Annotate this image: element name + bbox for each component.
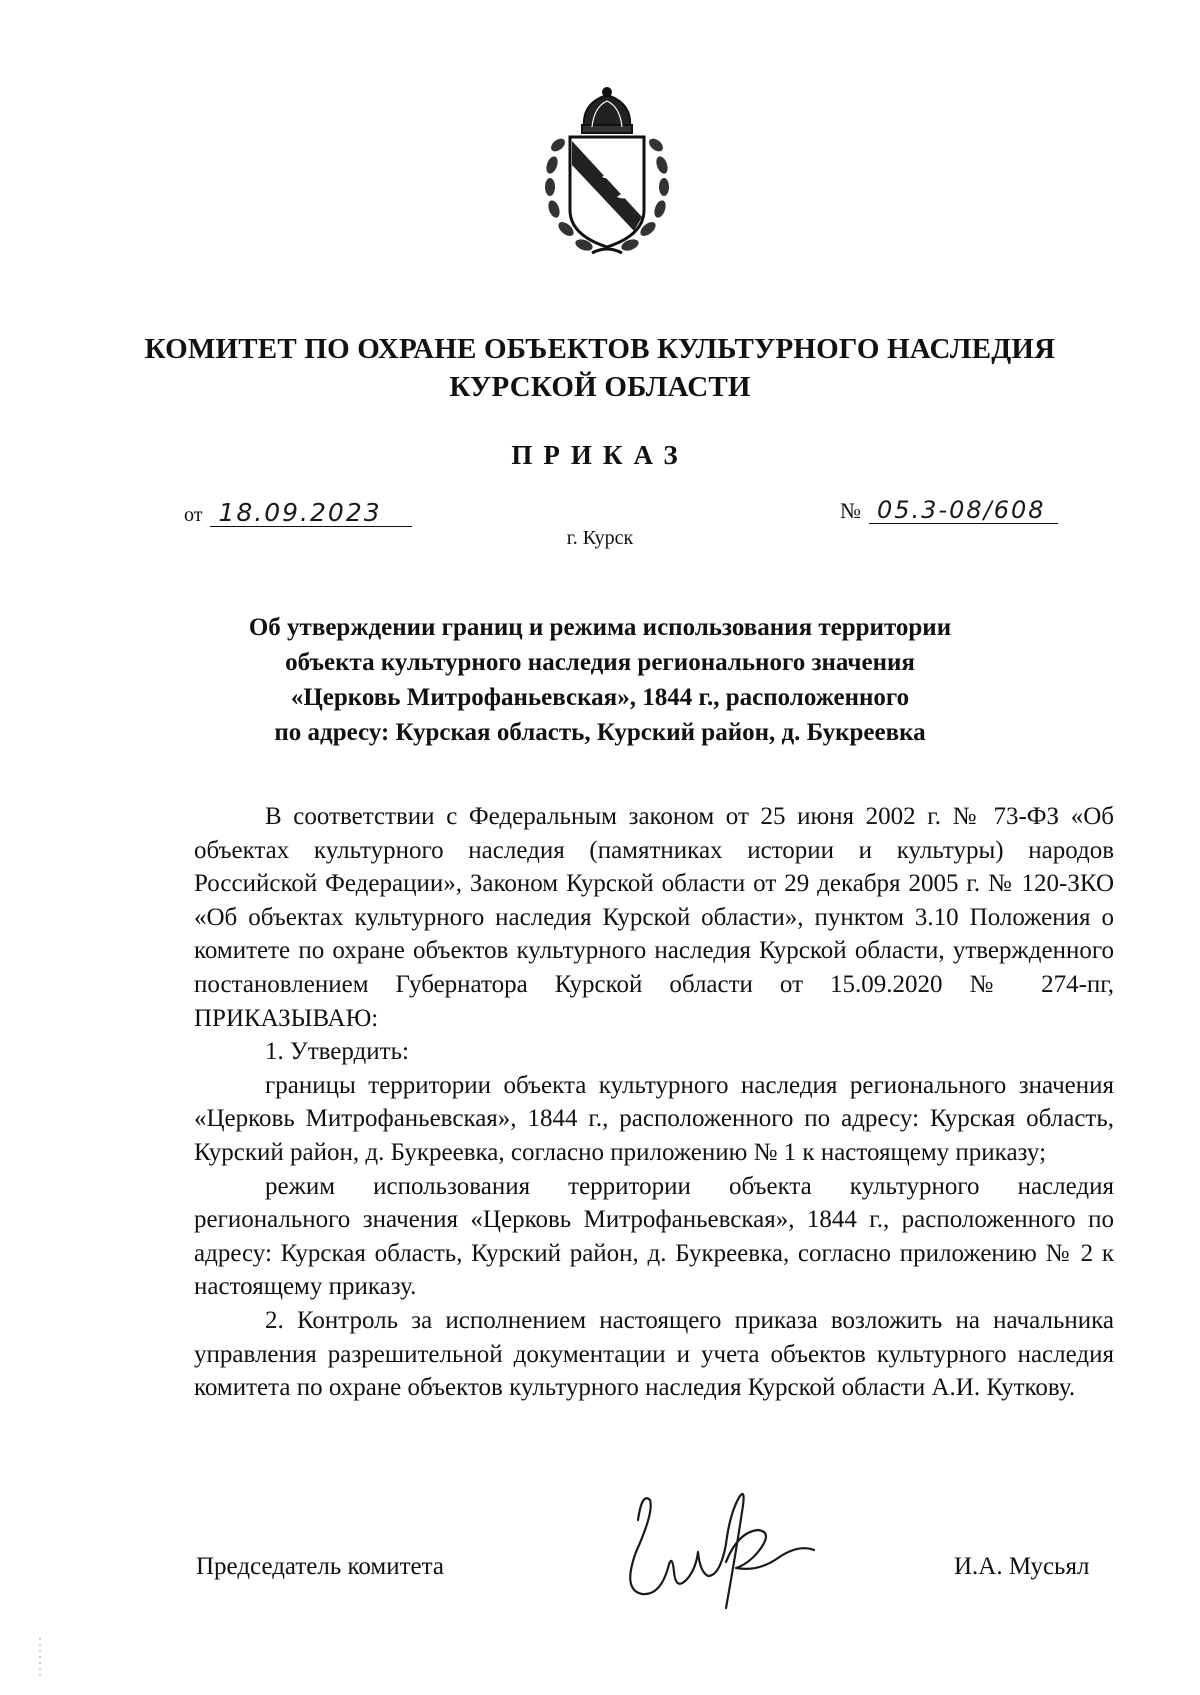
- organization-title-line1: КОМИТЕТ ПО ОХРАНЕ ОБЪЕКТОВ КУЛЬТУРНОГО НАСЛЕДИЯ: [144, 333, 1056, 365]
- date-prefix: от: [184, 504, 203, 526]
- document-type: ПРИКАЗ: [511, 440, 689, 470]
- item1-paragraph-b: режим использования территории объекта культурного наследия регионального значения «Церковь Митрофаньевская», 1844 г., расположенного по адресу: Курская область, Курский район, д. Букреевка, согласно приложению № 2 к настоящему приказу.: [194, 1172, 1114, 1301]
- date-value: 18.09.2023: [210, 500, 412, 527]
- coat-of-arms-emblem: [532, 85, 682, 260]
- subject-line3: «Церковь Митрофаньевская», 1844 г., расположенного: [290, 684, 910, 711]
- document-subject: [0, 610, 1200, 750]
- scan-edge-marks: [38, 1638, 42, 1678]
- subject-line2: объекта культурного наследия регионального значения: [285, 649, 915, 676]
- handwritten-signature: [608, 1472, 828, 1622]
- item1-paragraph-a: границы территории объекта культурного наследия регионального значения «Церковь Митрофаньевская», 1844 г., расположенного по адресу: Курская область, Курский район, д. Букреевка, согласно приложению № 1 к настоящему приказу;: [194, 1071, 1114, 1166]
- preamble-paragraph: В соответствии с Федеральным законом от 25 июня 2002 г. № 73-ФЗ «Об объектах культурного наследия (памятниках истории и культуры) народов Российской Федерации», Законом Курской области от 29 декабря 2005 г. № 120-ЗКО «Об объектах культурного наследия Курской области», пунктом 3.10 Положения о комитете по охране объектов культурного наследия Курской области, утвержденного постановлением Губернатора Курской области от 15.09.2020 № 274-пг, ПРИКАЗЫВАЮ:: [194, 803, 1114, 1032]
- organization-title: [0, 330, 1200, 406]
- signatory-name: И.А. Мусьял: [954, 1553, 1090, 1580]
- signatory-role: Председатель комитета: [196, 1553, 444, 1580]
- date-block: [184, 500, 412, 527]
- number-prefix: №: [840, 498, 861, 523]
- organization-title-line2: КУРСКОЙ ОБЛАСТИ: [449, 371, 751, 403]
- subject-line4: по адресу: Курская область, Курский район, д. Букреевка: [274, 719, 926, 746]
- city: г. Курск: [566, 527, 634, 549]
- item2-paragraph: 2. Контроль за исполнением настоящего приказа возложить на начальника управления разрешительной документации и учета объектов культурного наследия комитета по охране объектов культурного наследия Курской области А.И. Куткову.: [194, 1306, 1114, 1402]
- document-body: [194, 800, 1114, 1405]
- subject-line1: Об утверждении границ и режима использования территории: [248, 614, 952, 641]
- number-block: [840, 497, 1058, 524]
- item1-title: 1. Утвердить:: [265, 1038, 409, 1066]
- number-value: 05.3-08/608: [869, 497, 1058, 524]
